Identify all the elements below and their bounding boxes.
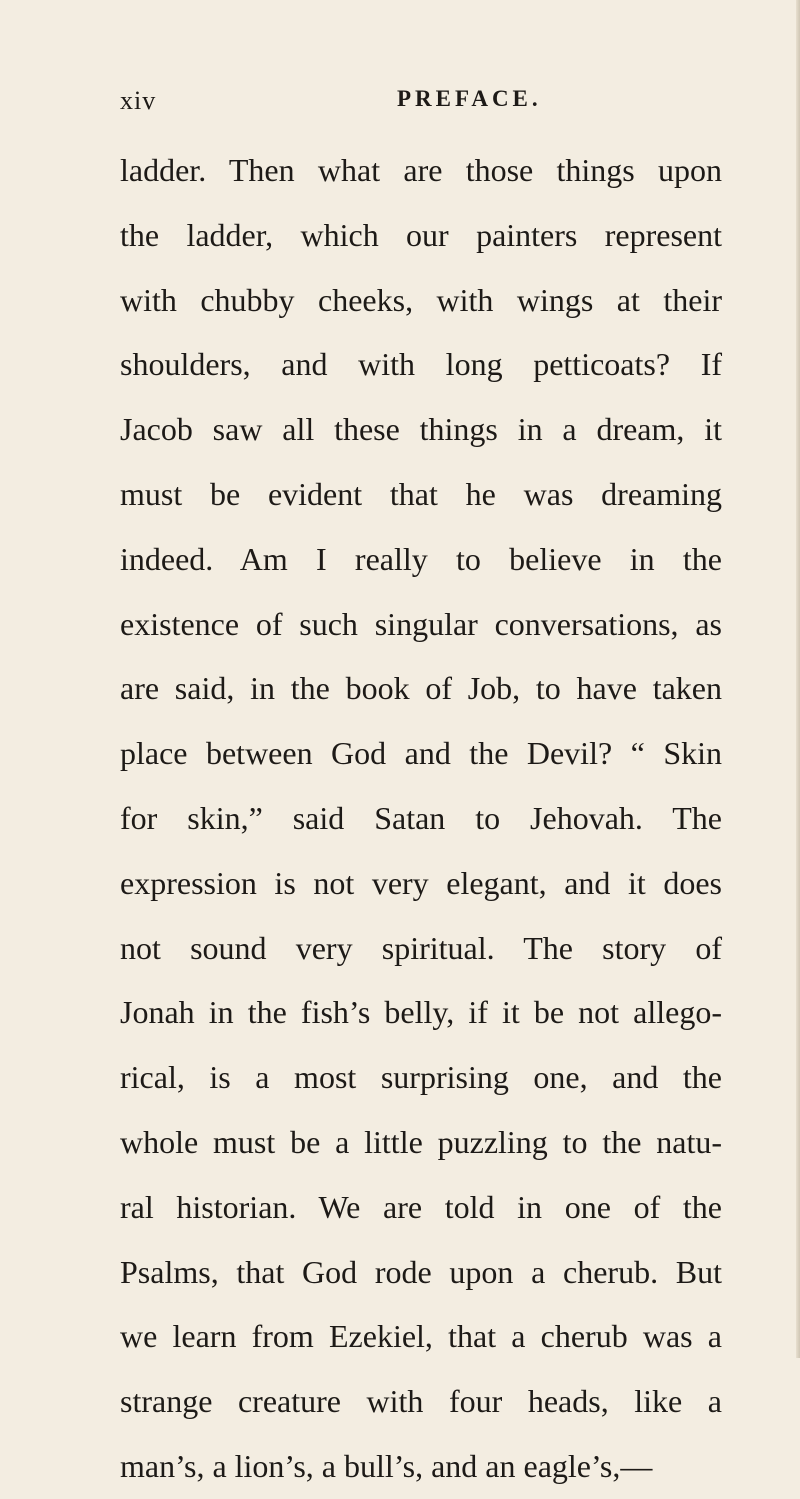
text-line: must be evident that he was dreaming: [120, 475, 722, 512]
text-line: shoulders, and with long petticoats? If: [120, 346, 722, 383]
text-line: whole must be a little puzzling to the natu-: [120, 1123, 722, 1160]
text-line: place between God and the Devil? “ Skin: [120, 735, 722, 772]
text-line: not sound very spiritual. The story of: [120, 929, 722, 966]
text-line: strange creature with four heads, like a: [120, 1383, 722, 1420]
text-line: ral historian. We are told in one of the: [120, 1188, 722, 1225]
text-line: expression is not very elegant, and it does: [120, 864, 722, 901]
text-line: Jonah in the fish’s belly, if it be not allego-: [120, 994, 722, 1031]
text-line: existence of such singular conversations, as: [120, 605, 722, 642]
running-head: PREFACE.: [397, 86, 542, 111]
text-line: for skin,” said Satan to Jehovah. The: [120, 799, 722, 836]
text-line: Psalms, that God rode upon a cherub. But: [120, 1253, 722, 1290]
text-line: man’s, a lion’s, a bull’s, and an eagle’s,—: [120, 1447, 653, 1484]
text-line: the ladder, which our painters represent: [120, 216, 722, 253]
text-line: indeed. Am I really to believe in the: [120, 540, 722, 577]
body-text: [120, 138, 722, 1499]
text-line: we learn from Ezekiel, that a cherub was a: [120, 1318, 722, 1355]
text-line: rical, is a most surprising one, and the: [120, 1059, 722, 1096]
page-number: xiv: [120, 86, 157, 115]
page-header: [0, 86, 800, 126]
text-line: Jacob saw all these things in a dream, it: [120, 411, 722, 448]
page-edge: [796, 0, 800, 1358]
text-line: ladder. Then what are those things upon: [120, 152, 722, 188]
text-line: with chubby cheeks, with wings at their: [120, 281, 722, 318]
text-line: are said, in the book of Job, to have taken: [120, 670, 722, 707]
